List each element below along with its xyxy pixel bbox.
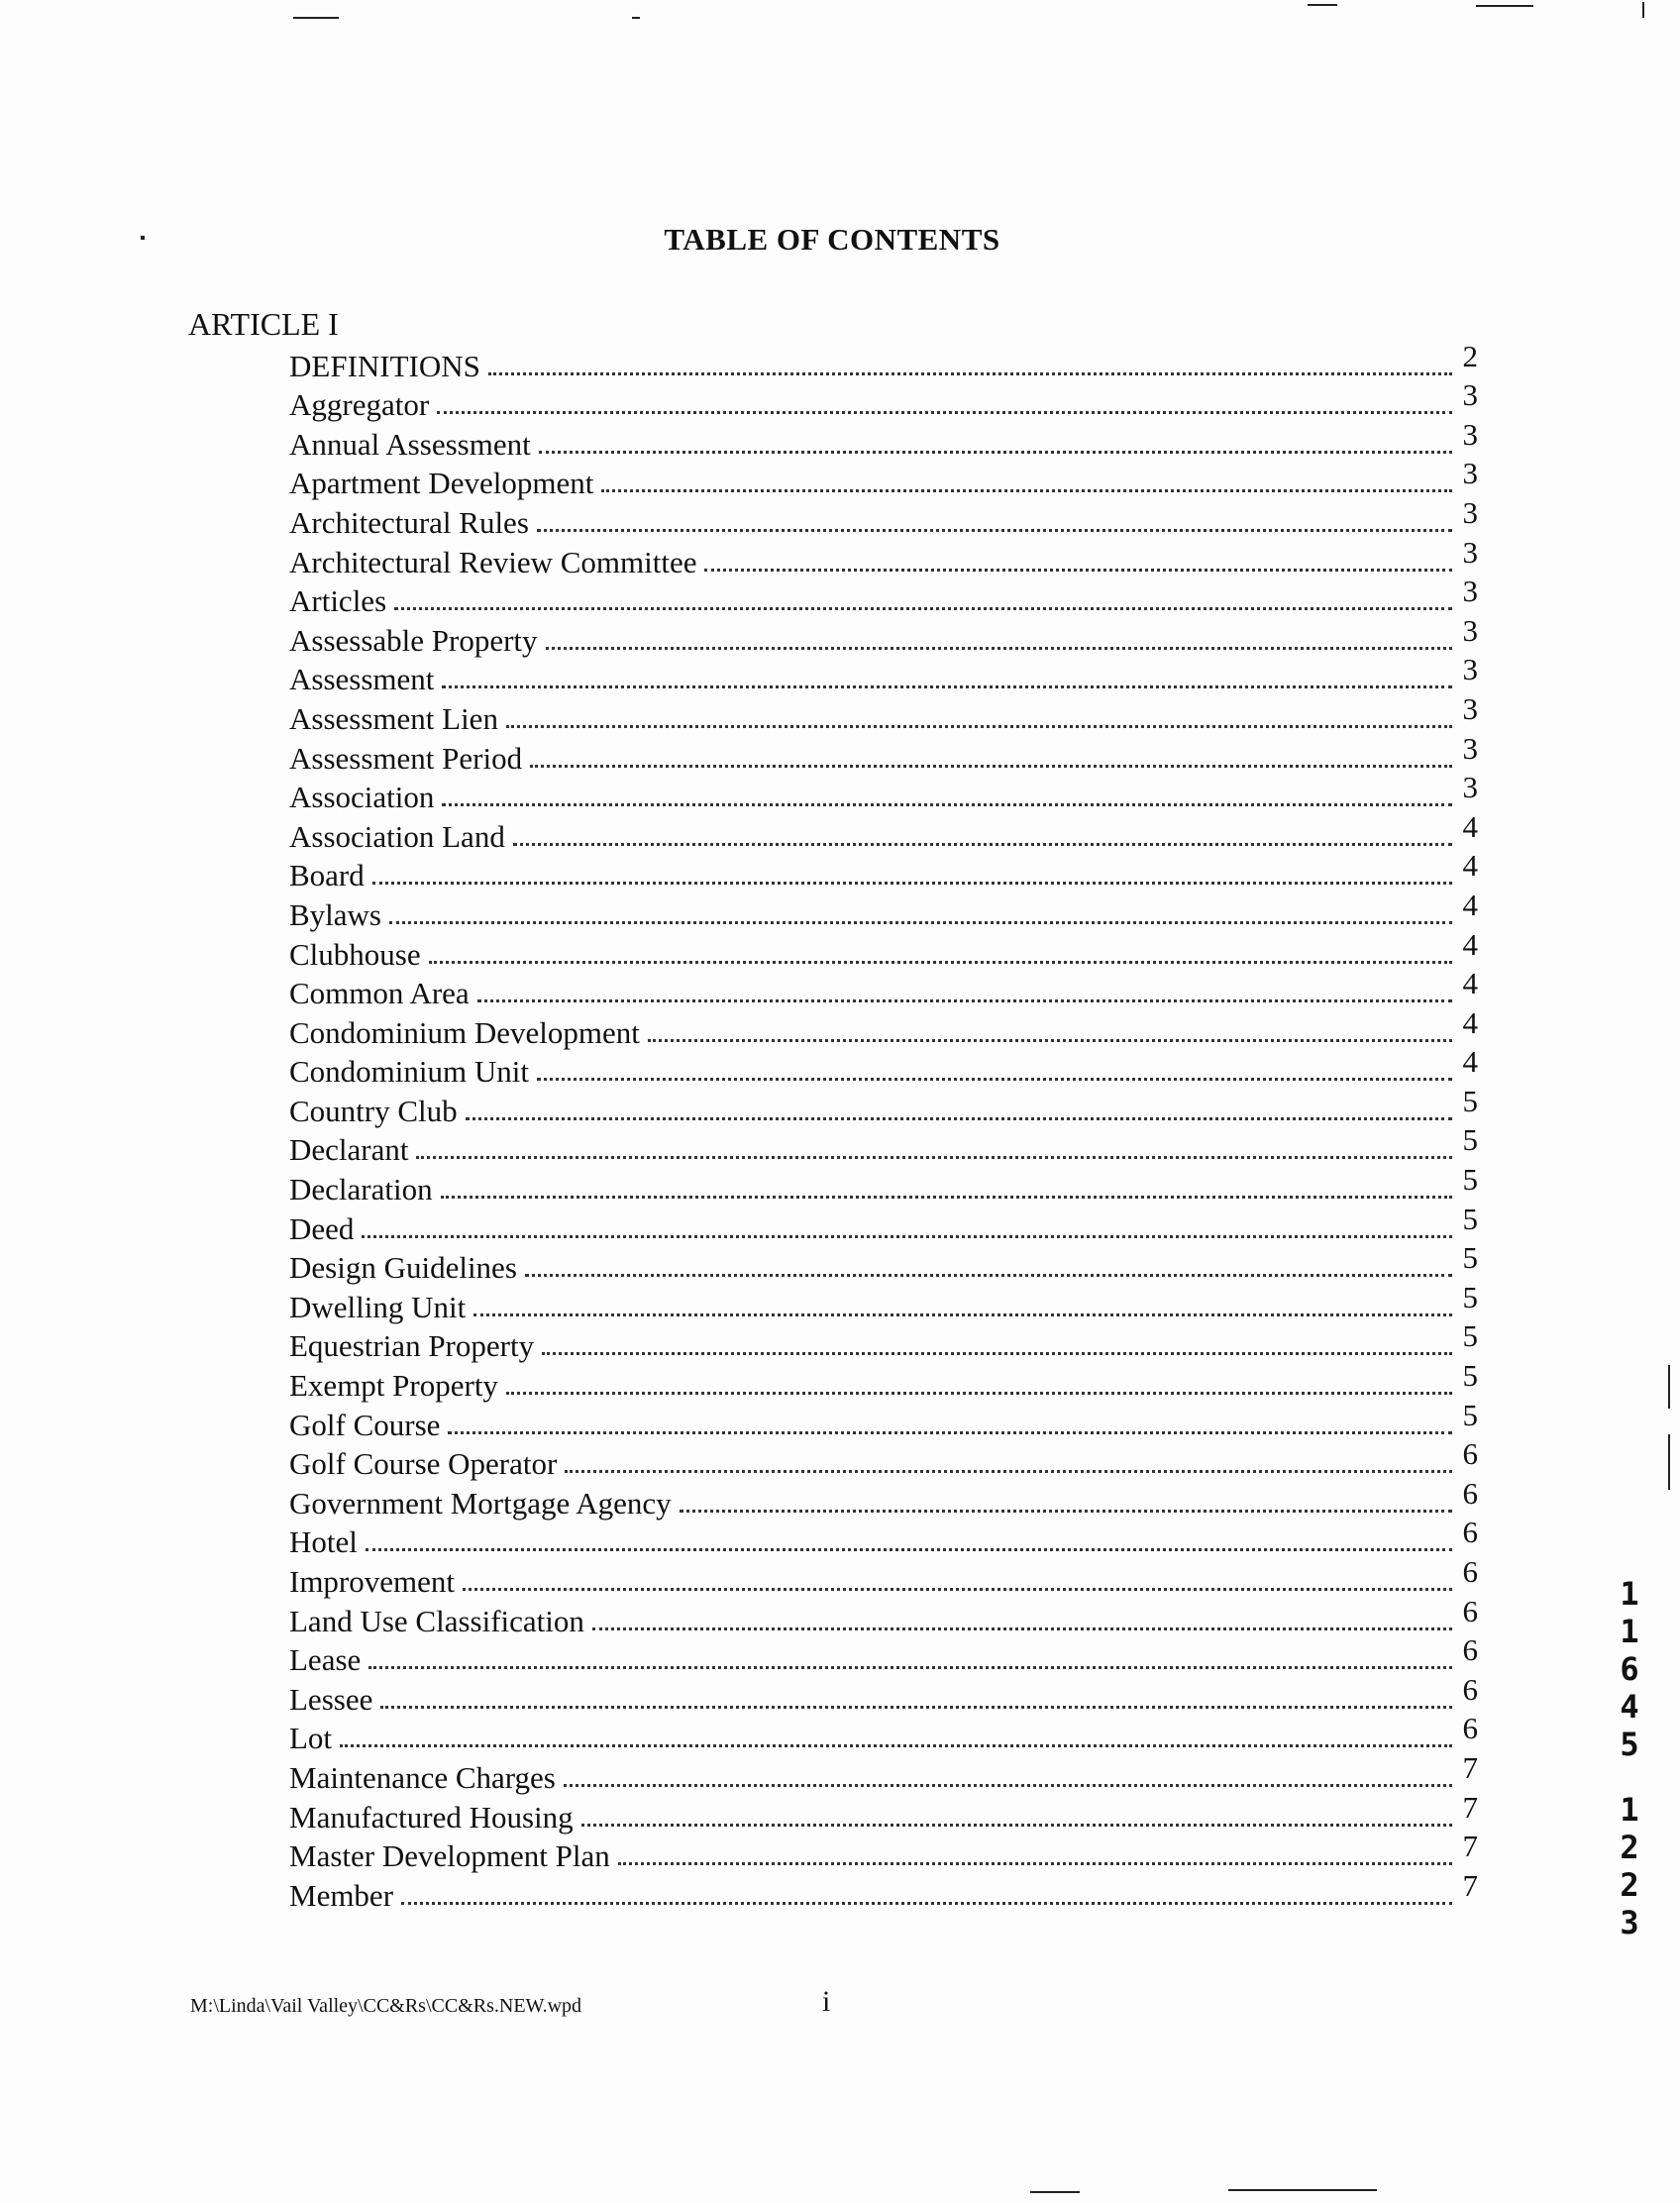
toc-list [289, 338, 1478, 1913]
toc-entry-page-number: 3 [1462, 730, 1478, 766]
toc-entry [289, 1671, 1478, 1717]
reception-number-digit: 1 [1620, 1613, 1639, 1650]
dot-leader [340, 1743, 1452, 1747]
reception-number-digit: 4 [1620, 1688, 1639, 1726]
dot-leader [362, 1234, 1452, 1238]
toc-entry-label: Declaration [289, 1172, 433, 1207]
toc-entry-page-number: 5 [1462, 1083, 1478, 1118]
dot-leader [542, 1351, 1452, 1355]
dot-leader [366, 1547, 1452, 1551]
toc-entry [289, 1593, 1478, 1638]
toc-entry-page-number: 6 [1462, 1515, 1478, 1550]
toc-entry-label: Assessment Lien [289, 700, 498, 736]
reception-number-digit: 2 [1620, 1829, 1639, 1866]
dot-leader [565, 1469, 1452, 1473]
reception-number-digit: 6 [1620, 1650, 1639, 1688]
toc-entry [289, 1632, 1478, 1678]
toc-entry-page-number: 3 [1462, 770, 1478, 805]
toc-entry-label: Equestrian Property [289, 1328, 535, 1364]
toc-entry-page-number: 4 [1462, 1004, 1478, 1040]
toc-title: TABLE OF CONTENTS [664, 222, 1000, 257]
toc-entry-label: Architectural Review Committee [289, 544, 697, 579]
scan-mark-right-1 [1668, 1365, 1670, 1409]
toc-entry-page-number: 5 [1462, 1162, 1478, 1198]
toc-entry-label: Golf Course [289, 1407, 441, 1442]
toc-entry [289, 1789, 1478, 1835]
dot-leader [592, 1626, 1452, 1630]
toc-entry-page-number: 6 [1462, 1711, 1478, 1746]
scan-mark-right-2 [1668, 1434, 1670, 1490]
toc-entry [289, 1240, 1478, 1286]
toc-entry-page-number: 3 [1462, 612, 1478, 648]
toc-entry-page-number: 6 [1462, 1436, 1478, 1472]
toc-entry-page-number: 6 [1462, 1632, 1478, 1668]
reception-number-stamp [1615, 1575, 1644, 1941]
dot-leader [601, 488, 1452, 492]
toc-entry-label: Declarant [289, 1132, 409, 1168]
scan-mark-top-4 [1476, 5, 1533, 7]
scan-mark-bottom-1 [1030, 2191, 1080, 2193]
reception-number-digit: 3 [1620, 1904, 1639, 1941]
dot-leader [441, 1195, 1452, 1199]
toc-entry [289, 534, 1478, 579]
toc-entry-label: Lessee [289, 1681, 373, 1717]
dot-leader [581, 1823, 1452, 1827]
toc-entry-label: Golf Course Operator [289, 1446, 558, 1482]
dot-leader [466, 1116, 1452, 1120]
dot-leader [704, 568, 1452, 572]
toc-entry [289, 1358, 1478, 1404]
toc-entry-page-number: 4 [1462, 926, 1478, 962]
toc-entry-page-number: 5 [1462, 1201, 1478, 1236]
footer-page-number: i [822, 1985, 831, 2018]
toc-entry-page-number: 5 [1462, 1318, 1478, 1354]
toc-entry-label: Articles [289, 583, 387, 619]
toc-entry-label: Lot [289, 1721, 333, 1756]
dot-leader [473, 1312, 1452, 1316]
dot-leader [525, 1273, 1452, 1277]
scan-mark-top-2 [632, 17, 640, 19]
toc-entry-label: Apartment Development [289, 466, 594, 501]
toc-entry-page-number: 6 [1462, 1554, 1478, 1589]
toc-entry-page-number: 6 [1462, 1593, 1478, 1628]
toc-entry-label: Association [289, 780, 435, 815]
toc-entry [289, 887, 1478, 932]
toc-entry-page-number: 3 [1462, 416, 1478, 452]
toc-entry-label: Country Club [289, 1093, 458, 1128]
dot-leader [488, 371, 1452, 375]
toc-entry-page-number: 3 [1462, 377, 1478, 413]
toc-entry-page-number: 4 [1462, 966, 1478, 1001]
toc-entry-label: Assessment Period [289, 740, 523, 776]
toc-entry-page-number: 4 [1462, 1044, 1478, 1080]
toc-entry-label: Manufactured Housing [289, 1799, 574, 1835]
scan-mark-bottom-2 [1228, 2189, 1377, 2191]
toc-entry [289, 1397, 1478, 1442]
toc-entry-label: Assessable Property [289, 622, 538, 658]
toc-entry-page-number: 5 [1462, 1358, 1478, 1394]
toc-entry-label: Aggregator [289, 387, 430, 423]
dot-leader [442, 684, 1452, 688]
toc-entry-label: Maintenance Charges [289, 1759, 556, 1795]
toc-entry [289, 416, 1478, 462]
dot-leader [680, 1509, 1452, 1513]
toc-entry-label: Annual Assessment [289, 426, 531, 462]
toc-entry-page-number: 5 [1462, 1279, 1478, 1314]
toc-entry-page-number: 3 [1462, 534, 1478, 570]
dot-leader [530, 764, 1452, 768]
toc-entry [289, 612, 1478, 658]
toc-entry-page-number: 4 [1462, 808, 1478, 844]
toc-entry [289, 1711, 1478, 1756]
toc-entry-label: Improvement [289, 1564, 456, 1599]
toc-entry [289, 848, 1478, 893]
toc-entry [289, 690, 1478, 736]
toc-entry-label: Design Guidelines [289, 1250, 517, 1286]
toc-entry [289, 456, 1478, 501]
dot-leader [442, 802, 1452, 806]
toc-entry-page-number: 3 [1462, 690, 1478, 726]
dot-leader [564, 1783, 1452, 1787]
toc-entry-page-number: 3 [1462, 652, 1478, 687]
dot-leader [429, 960, 1452, 964]
toc-entry [289, 1554, 1478, 1599]
toc-entry-label: Hotel [289, 1524, 358, 1560]
dot-leader [389, 920, 1452, 924]
toc-entry [289, 574, 1478, 619]
toc-entry-page-number: 4 [1462, 848, 1478, 884]
dot-leader [506, 1391, 1452, 1395]
toc-entry-label: Condominium Development [289, 1014, 640, 1050]
toc-entry [289, 1004, 1478, 1050]
toc-entry [289, 808, 1478, 854]
dot-leader [416, 1155, 1452, 1159]
dot-leader [506, 724, 1452, 728]
toc-entry [289, 770, 1478, 815]
toc-entry-label: Common Area [289, 976, 470, 1011]
toc-entry [289, 338, 1478, 383]
toc-entry-label: Lease [289, 1642, 362, 1678]
toc-entry-label: Dwelling Unit [289, 1289, 467, 1324]
toc-entry-page-number: 6 [1462, 1475, 1478, 1511]
dot-leader [448, 1430, 1452, 1434]
toc-entry-page-number: 7 [1462, 1867, 1478, 1903]
toc-entry-label: Exempt Property [289, 1368, 498, 1404]
toc-entry [289, 1867, 1478, 1913]
toc-entry-page-number: 7 [1462, 1789, 1478, 1825]
toc-entry [289, 1162, 1478, 1207]
toc-entry-page-number: 3 [1462, 574, 1478, 609]
dot-leader [368, 1665, 1452, 1669]
toc-entry [289, 926, 1478, 972]
toc-entry-label: Member [289, 1877, 394, 1913]
toc-entry-label: Board [289, 858, 365, 893]
dot-leader [401, 1901, 1452, 1905]
toc-entry-page-number: 3 [1462, 494, 1478, 530]
toc-entry-label: Deed [289, 1210, 355, 1246]
dot-leader [513, 842, 1452, 846]
toc-entry [289, 1201, 1478, 1246]
toc-entry [289, 730, 1478, 776]
scan-mark-top-3 [1308, 4, 1337, 6]
toc-entry [289, 966, 1478, 1011]
reception-number-digit: 1 [1620, 1791, 1639, 1829]
toc-entry [289, 1475, 1478, 1521]
dot-leader [372, 881, 1452, 885]
toc-entry-page-number: 7 [1462, 1749, 1478, 1785]
toc-entry [289, 1122, 1478, 1168]
toc-entry [289, 494, 1478, 540]
toc-entry [289, 1436, 1478, 1482]
footer-file-path: M:\Linda\Vail Valley\CC&Rs\CC&Rs.NEW.wpd [190, 1995, 582, 2017]
toc-entry [289, 1749, 1478, 1795]
toc-entry [289, 1515, 1478, 1560]
toc-entry [289, 1829, 1478, 1874]
toc-entry-label: Condominium Unit [289, 1054, 529, 1090]
dot-leader [539, 450, 1452, 454]
toc-entry-label: Assessment [289, 662, 435, 697]
reception-number-digit: 1 [1620, 1575, 1639, 1613]
dot-leader [648, 1038, 1452, 1042]
toc-entry-label: Association Land [289, 818, 505, 854]
dot-leader [477, 998, 1452, 1002]
article-heading: ARTICLE I [188, 306, 339, 342]
toc-entry-label: Architectural Rules [289, 504, 529, 540]
reception-number-digit: 2 [1620, 1866, 1639, 1904]
toc-entry-page-number: 5 [1462, 1397, 1478, 1432]
dot-leader [546, 646, 1452, 650]
toc-entry [289, 1044, 1478, 1090]
reception-number-gap [1615, 1763, 1644, 1791]
toc-entry [289, 1318, 1478, 1364]
reception-number-digit: 5 [1620, 1726, 1639, 1763]
scan-mark-top-1 [293, 17, 339, 19]
dot-leader [537, 1077, 1452, 1081]
scan-mark-top-5 [1642, 2, 1644, 18]
toc-entry [289, 377, 1478, 423]
dot-leader [618, 1861, 1452, 1865]
toc-entry-page-number: 3 [1462, 456, 1478, 491]
toc-entry [289, 652, 1478, 697]
toc-entry-page-number: 5 [1462, 1240, 1478, 1276]
dot-leader [394, 606, 1452, 610]
dot-leader [380, 1705, 1452, 1709]
toc-entry-label: Government Mortgage Agency [289, 1485, 672, 1521]
toc-entry-page-number: 6 [1462, 1671, 1478, 1707]
dot-leader [463, 1587, 1452, 1591]
dot-leader [437, 410, 1452, 414]
toc-entry-label: Master Development Plan [289, 1838, 610, 1874]
toc-entry-label: DEFINITIONS [289, 348, 480, 383]
toc-entry-page-number: 2 [1462, 338, 1478, 373]
toc-entry-page-number: 4 [1462, 887, 1478, 922]
dot-leader [537, 528, 1452, 532]
toc-entry [289, 1279, 1478, 1324]
toc-entry [289, 1083, 1478, 1128]
toc-entry-label: Land Use Classification [289, 1603, 584, 1638]
toc-entry-page-number: 5 [1462, 1122, 1478, 1158]
toc-entry-page-number: 7 [1462, 1829, 1478, 1864]
toc-entry-label: Clubhouse [289, 936, 421, 972]
toc-entry-label: Bylaws [289, 896, 381, 932]
